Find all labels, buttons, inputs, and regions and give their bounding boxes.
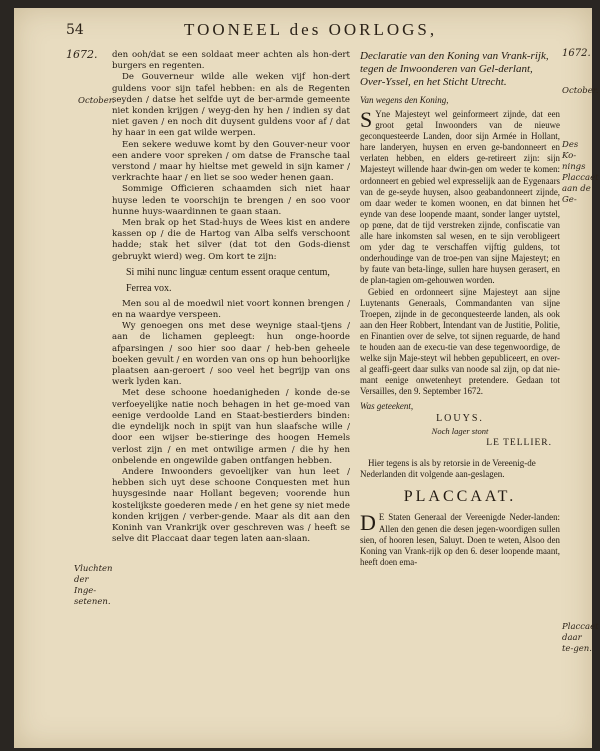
running-title: TOONEEL des OORLOGS, <box>184 20 438 39</box>
paragraph: Een sekere weduwe komt by den Gouver-neur voor een andere voor spreken / om datse de Fransche taal verstond / maar hy hieltse met geweld in sijn kamer / verkrachte haar / en liet se soo weder henen gaan. <box>112 139 350 184</box>
left-column <box>112 50 350 545</box>
latin-quote: Si mihi nunc linguæ centum essent oraque centum, <box>126 266 330 278</box>
lower-note: Noch lager stont <box>431 426 489 437</box>
placcaat-text: E Staten Generaal der Vereenigde Neder-landen: Allen den genen die desen jegen-woordigen sullen sien, of hooren lesen, Saluyt. Doen te weten, Alsoo den Koning van Vrank-rijk op den 6. deser loopende maant, heeft doen ema- <box>360 512 560 567</box>
year-right: 1672. <box>562 48 591 59</box>
signature: LOUYS. <box>436 413 484 425</box>
declaration-title: Declaratie van den Koning van Vrank-rijk, tegen de Inwoonderen van Gel-derlant, Over-Yssel, en het Sticht Utrecht. <box>360 50 549 88</box>
book-page <box>14 8 599 748</box>
right-column <box>360 50 560 568</box>
page-number: 54 <box>66 22 84 38</box>
margin-note-left: Vluchten der Inge-setenen. <box>74 564 113 607</box>
drop-cap: S <box>360 107 373 132</box>
placcaat-title: PLACCAAT. <box>403 488 517 506</box>
paragraph: Men brak op het Stad-huys de Wees kist en andere kassen op / die de Hartog van Alba selfs verschoont hadde; stak het silver (dat tot den Gods-dienst gebruykt wierd) weg. Om kort te zijn: <box>112 218 350 262</box>
paragraph: Wy genoegen ons met dese weynige staal-tjens / aan de lichamen gepleegt: hun onge-hoorde afparsingen / soo hier soo daar / heb-ben geheele boeken gevult / en worden van ons op hun behoorlijke plaatsen aan-geroert / soo veel het begrijp van ons werk lyden kan. <box>112 321 350 388</box>
retorsion-note: Hier tegens is als by retorsie in de Vereenig-de Nederlanden dit volgende aan-geslagen. <box>360 458 536 480</box>
paragraph: Sommige Officieren schaamden sich niet haar huyse leden te voorschijn te brengen / en soo voor hunne huys-waardinnen te gaan staan. <box>112 184 350 217</box>
margin-note-right-2: Placcaet daar te-gen. <box>562 622 599 654</box>
signed-label: Was geteekent, <box>360 401 414 412</box>
paragraph: De Gouverneur wilde alle weken vijf hon-dert guldens voor sijn tafel hebben: en als de Regenten seyden / datse het selfde uyt de ber-armde gemeente niet konden krijgen / weyg-den hy hen / indien sy dat niet gaven / en noch dit duysent guldens voor af / dat hy haar in een gat wilde werpen. <box>112 72 350 139</box>
paragraph: Met dese schoone hoedanigheden / konde de-se verfoeyelijke natie noch behagen in het ge-moed van eenige verdoolde Land en Staat-bestierders binden: die eyndelijk noch in spijt van hun slaafsche wille / door een wijser be-stieringe des hoogen Hemels verlost zijn / en met ontwilige armen / die hy hen onbelende en ongewilde gaben ontfangen hebben. <box>112 388 350 466</box>
drop-cap: D <box>360 510 376 536</box>
margin-month-left: October. <box>78 96 115 106</box>
paragraph: Men sou al de moedwil niet voort konnen brengen / en na waardye verspeen. <box>112 298 350 321</box>
declaration-paragraph-2: Gebied en ordonneert sijne Majesteyt aan sijne Luytenants Generaals, Commandanten van sijne Troepen, zijnde in de geconquesteerde landen, als ook aan den Heer Robbert, Intendant van de Justitie, Politie, en Finantien over de selve, tot sijnen reguarde, de hand te houden aan de execu-tie van dese tegenwoordige, de welke sijn Maje-steyt wil hebben gepubliceert, en over-al geaffi-geert daar sulks van noode sal zijn, op dat nie-mant eenige onwetenheyt pretendere. Gedaan tot Versailles, den 9. September 1672. <box>360 286 560 397</box>
declaration-text: Yne Majesteyt wel geinformeert zijnde, dat een groot getal Inwoonders van de nieuwe geconquesteerde Landen, door sijn Armée in Hollant, hare landeryen, huysen en erven ge-bandonneert en verlaten hebben, en elders ge-retireert zijn: sijn Majesteyt willende haar dwin-gen om weder te komen: ordonneert en gebied wel expresselijk aan de Eygenaars van de ge-seyde huysen, alsoo geabandonneert zijnde, om daar weder te komen woonen, en dat binnen het eynde van dese loopende maant, sonder langer uytstel, op pœne, dat de tijd verstreken zijnde, confiscatie van alle hare inkomsten sal wesen, en te sijn verobligeert om yder dag te verschaffen vijftig guldens, tot onderhoudinge van de troe-pen van sijne Majesteyt; en by faute van beta-linge, sullen hare huysen gerasert, en de plan-tagien om-gehouwen worden. <box>360 109 560 286</box>
secretary-signature: LE TELLIER. <box>486 438 552 449</box>
margin-month-right: October. <box>562 86 599 96</box>
page-header <box>66 20 572 44</box>
by-authority: Van wegens den Koning, <box>360 95 449 105</box>
year-left: 1672. <box>66 48 98 61</box>
latin-quote: Ferrea vox. <box>126 282 172 294</box>
declaration-body <box>360 109 560 287</box>
placcaat-body <box>360 512 560 567</box>
margin-note-right-1: Des Ko-nings Placcaet aan de Ge- <box>562 140 599 205</box>
paragraph: Andere Inwoonders gevoelijker van hun leet / hebben sich uyt dese schoone Conquesten met hun huysgesinde naar Hollant begeven; voorende hun kostelijkste goederen mede / en het gene sy niet mede konden krijgen / verber-gende. Maar als dit aan den Koninh van Vrankrijk over geschreven was / heeft se selve dit Placcaat daar tegen laten aan-slaan. <box>112 466 350 545</box>
paragraph: den ooh/dat se een soldaat meer achten als hon-dert burgers en regenten. <box>112 50 350 72</box>
